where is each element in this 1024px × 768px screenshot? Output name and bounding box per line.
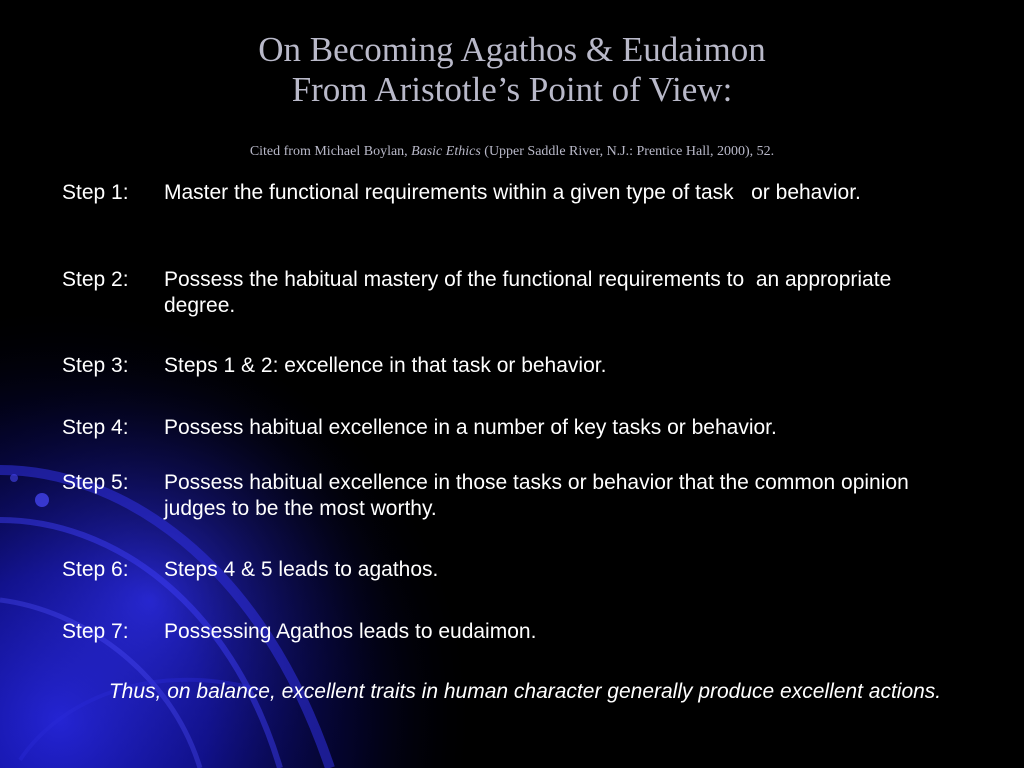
- step-text: Steps 1 & 2: excellence in that task or behavior.: [164, 354, 607, 377]
- citation-prefix: Cited from Michael Boylan,: [249, 144, 412, 159]
- title-line-1: On Becoming Agathos & Eudaimon: [258, 30, 766, 69]
- step-text: Possess habitual excellence in a number of key tasks or behavior.: [164, 416, 777, 439]
- step-text: Possessing Agathos leads to eudaimon.: [164, 620, 537, 643]
- step-label: Step 4:: [62, 416, 129, 439]
- slide-title: [0, 30, 1024, 110]
- step-label: Step 6:: [62, 558, 129, 581]
- step-label: Step 2:: [62, 268, 129, 291]
- step-text: Possess habitual excellence in those tasks or behavior that the common opinion judges to be the most worthy.: [164, 471, 909, 520]
- title-line-2: From Aristotle’s Point of View:: [291, 70, 733, 109]
- step-label: Step 1:: [62, 181, 129, 204]
- step-text: Master the functional requirements within a given type of task or behavior.: [164, 181, 861, 204]
- step-label: Step 5:: [62, 471, 129, 494]
- step-text: Possess the habitual mastery of the functional requirements to an appropriate degree.: [164, 268, 892, 317]
- step-label: Step 7:: [62, 620, 129, 643]
- citation-suffix: (Upper Saddle River, N.J.: Prentice Hall, 2000), 52.: [480, 144, 775, 159]
- citation-book-title: Basic Ethics: [411, 144, 481, 159]
- conclusion-text: Thus, on balance, excellent traits in human character generally produce excellent actions.: [108, 680, 942, 703]
- step-label: Step 3:: [62, 354, 129, 377]
- step-text: Steps 4 & 5 leads to agathos.: [164, 558, 439, 581]
- citation: [0, 143, 1024, 161]
